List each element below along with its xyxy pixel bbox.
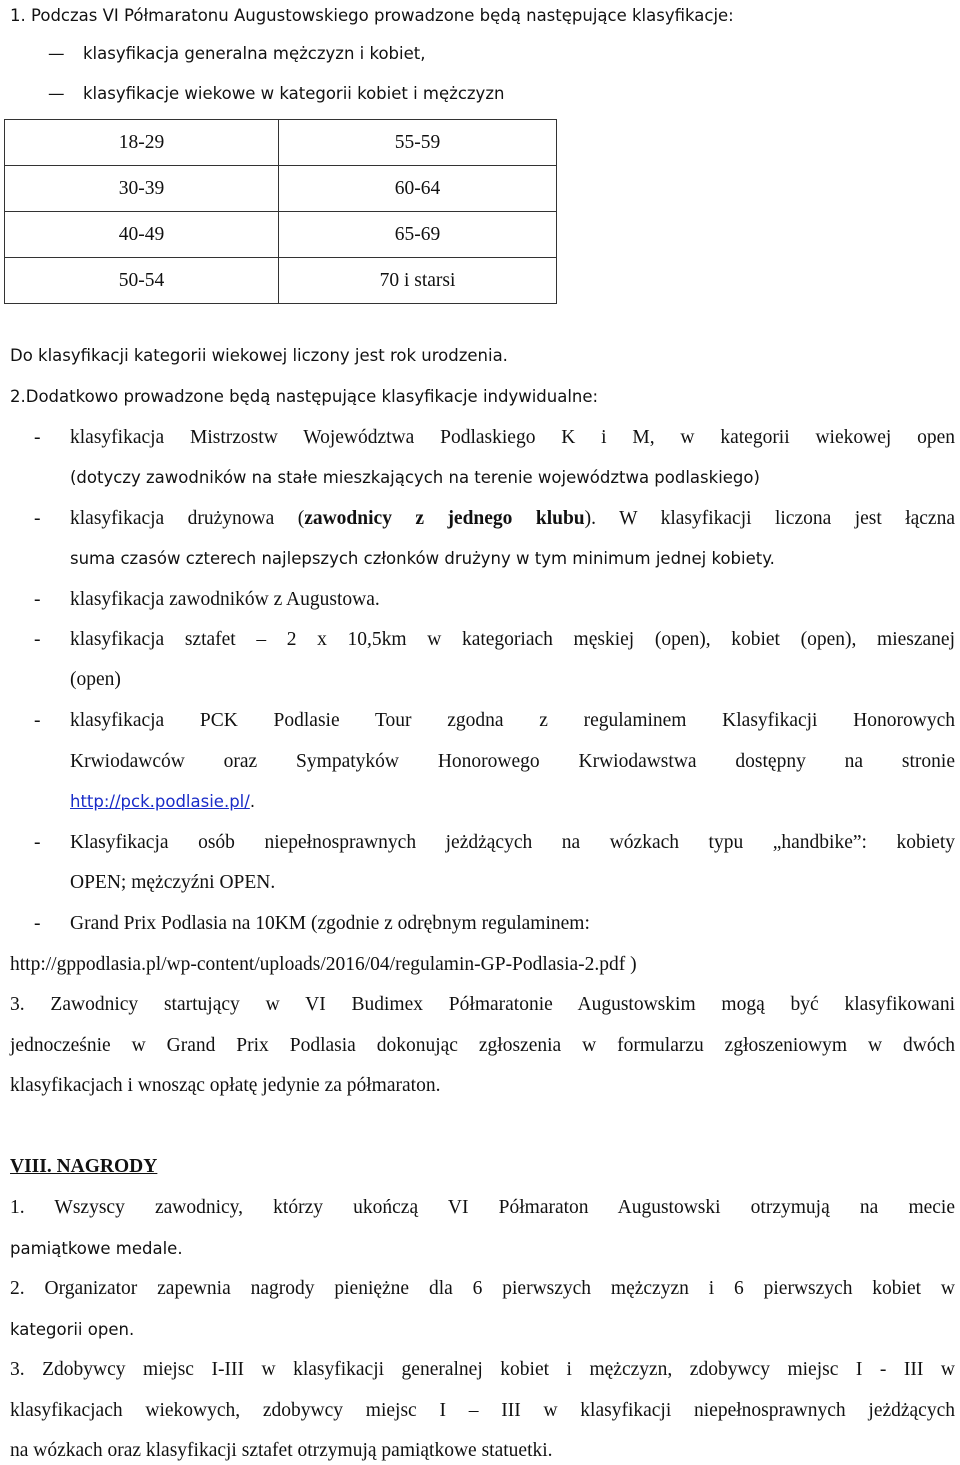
dash-bullet: — — [48, 84, 65, 103]
section3-line: jednocześnie w Grand Prix Podlasia dokonując zgłoszenia w formularzu zgłoszeniowym w dwóch — [10, 1035, 955, 1056]
item-bold-text: zawodnicy z jednego klubu — [304, 508, 585, 529]
section3-line: 3. Zawodnicy startujący w VI Budimex Półmaratonie Augustowskim mogą być klasyfikowani — [10, 994, 955, 1015]
list-bullet: - — [34, 427, 41, 448]
nagrody-paragraph: na wózkach oraz klasyfikacji sztafet otrzymują pamiątkowe statuetki. — [10, 1440, 553, 1461]
item-pck: klasyfikacja PCK Podlasie Tour zgodna z regulaminem Klasyfikacji Honorowych — [70, 710, 955, 731]
item-druzynowa — [70, 507, 955, 531]
item-sztafety-cont: (open) — [70, 669, 121, 690]
table-cell: 30-39 — [5, 166, 279, 212]
list-bullet: - — [34, 913, 41, 934]
table-cell: 55-59 — [279, 120, 557, 166]
nagrody-paragraph: 1. Wszyscy zawodnicy, którzy ukończą VI Półmaraton Augustowski otrzymują na mecie — [10, 1197, 955, 1218]
table-row — [5, 166, 557, 212]
list-bullet: - — [34, 629, 41, 650]
item-druzynowa-note: suma czasów czterech najlepszych członków drużyny w tym minimum jednej kobiety. — [70, 549, 775, 568]
dash-item-age: klasyfikacje wiekowe w kategorii kobiet i mężczyzn — [83, 84, 505, 103]
section3-line: klasyfikacjach i wnosząc opłatę jedynie za półmaraton. — [10, 1075, 441, 1096]
table-cell: 70 i starsi — [279, 258, 557, 304]
pck-link[interactable]: http://pck.podlasie.pl/ — [70, 792, 250, 811]
nagrody-paragraph: pamiątkowe medale. — [10, 1239, 183, 1258]
item-mistrzostwa: klasyfikacja Mistrzostw Województwa Podlaskiego K i M, w kategorii wiekowej open — [70, 427, 955, 448]
item-pck-link-line — [70, 790, 955, 814]
table-cell: 60-64 — [279, 166, 557, 212]
item-sztafety: klasyfikacja sztafet – 2 x 10,5km w kategoriach męskiej (open), kobiet (open), mieszanej — [70, 629, 955, 650]
age-category-table — [4, 119, 557, 304]
item-text: . — [249, 792, 256, 811]
item-augustow: klasyfikacja zawodników z Augustowa. — [70, 589, 380, 610]
table-cell: 40-49 — [5, 212, 279, 258]
table-row — [5, 120, 557, 166]
item-text: klasyfikacja drużynowa ( — [70, 508, 305, 529]
item-handbike-cont: OPEN; mężczyźni OPEN. — [70, 872, 276, 893]
item-mistrzostwa-note: (dotyczy zawodników na stałe mieszkających na terenie województwa podlaskiego) — [70, 468, 760, 487]
nagrody-paragraph: 3. Zdobywcy miejsc I-III w klasyfikacji generalnej kobiet i mężczyzn, zdobywcy miejsc I - III w — [10, 1359, 955, 1380]
table-row — [5, 212, 557, 258]
table-cell: 65-69 — [279, 212, 557, 258]
grand-prix-url: http://gppodlasia.pl/wp-content/uploads/2016/04/regulamin-GP-Podlasia-2.pdf ) — [10, 954, 637, 975]
nagrody-paragraph: 2. Organizator zapewnia nagrody pieniężne dla 6 pierwszych mężczyzn i 6 pierwszych kobiet w — [10, 1278, 955, 1299]
table-cell: 50-54 — [5, 258, 279, 304]
item-handbike: Klasyfikacja osób niepełnosprawnych jeżdżących na wózkach typu „handbike”: kobiety — [70, 832, 955, 853]
nagrody-heading: VIII. NAGRODY — [10, 1156, 158, 1177]
age-note: Do klasyfikacji kategorii wiekowej liczony jest rok urodzenia. — [10, 346, 508, 365]
nagrody-paragraph: klasyfikacjach wiekowych, zdobywcy miejsc I – III w klasyfikacji niepełnosprawnych jeżdżących — [10, 1400, 955, 1421]
dash-bullet: — — [48, 44, 65, 63]
table-row — [5, 258, 557, 304]
list-bullet: - — [34, 832, 41, 853]
list-bullet: - — [34, 589, 41, 610]
item-grand-prix: Grand Prix Podlasia na 10KM (zgodnie z odrębnym regulaminem: — [70, 913, 590, 934]
list-bullet: - — [34, 508, 41, 529]
item-pck-cont: Krwiodawców oraz Sympatyków Honorowego Krwiodawstwa dostępny na stronie — [70, 751, 955, 772]
section1-intro: 1. Podczas VI Półmaratonu Augustowskiego prowadzone będą następujące klasyfikacje: — [10, 6, 734, 25]
section2-intro: 2.Dodatkowo prowadzone będą następujące klasyfikacje indywidualne: — [10, 387, 599, 406]
nagrody-paragraph: kategorii open. — [10, 1320, 135, 1339]
table-cell: 18-29 — [5, 120, 279, 166]
list-bullet: - — [34, 710, 41, 731]
item-text: ). W klasyfikacji liczona jest łączna — [584, 508, 955, 529]
dash-item-general: klasyfikacja generalna mężczyzn i kobiet, — [83, 44, 426, 63]
